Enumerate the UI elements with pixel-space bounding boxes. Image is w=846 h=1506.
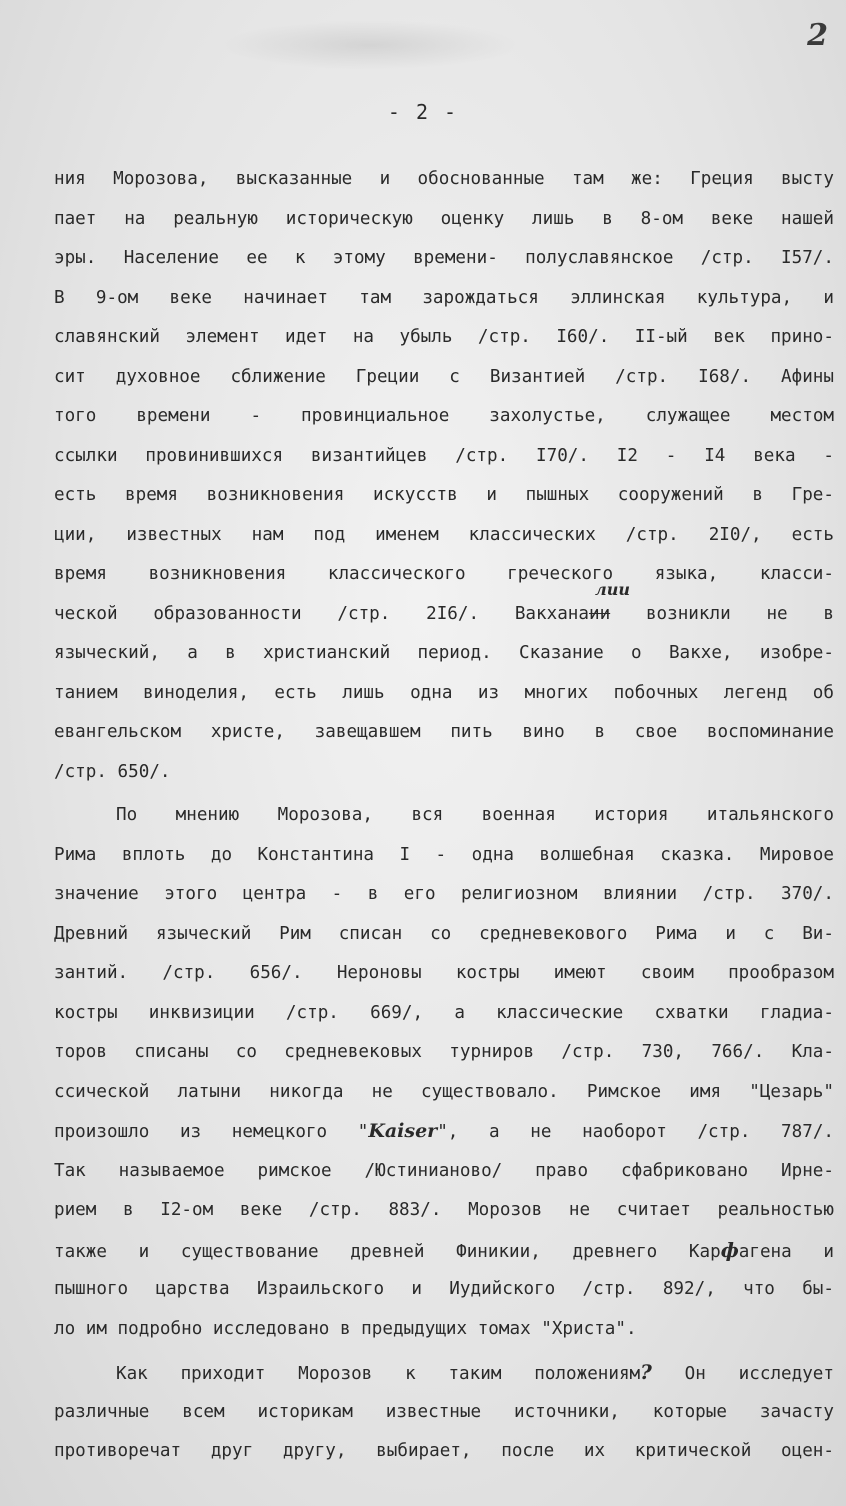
- text-line-bacchanalia: [54, 579, 834, 635]
- handwritten-word: Kaiser: [368, 1120, 438, 1142]
- handwritten-mark: ?: [640, 1360, 652, 1384]
- text-line: В 9-ом веке начинает там зарождаться эллинская культура, и: [54, 287, 834, 308]
- text-line: ло им подробно исследовано в предыдущих томах "Христа".: [54, 1318, 637, 1339]
- correction: [588, 579, 630, 624]
- text-line-question: [54, 1353, 834, 1393]
- text-line: время возникновения классического греческого языка, класси-: [54, 564, 834, 584]
- text-line: пает на реальную историческую оценку лишь в 8-ом веке нашей: [54, 208, 834, 229]
- text-line: ции, известных нам под именем классических /стр. 2I0/, есть: [54, 524, 834, 545]
- page-number: - 2 -: [387, 100, 459, 124]
- text-line: /стр. 650/.: [54, 761, 171, 782]
- text-line: пышного царства Израильского и Иудийского /стр. 892/, что бы-: [54, 1279, 834, 1299]
- text-line-kaiser: [54, 1112, 834, 1152]
- typewritten-text: [54, 160, 834, 1472]
- handwritten-letter: ф: [720, 1237, 739, 1262]
- text-line: есть время возникновения искусств и пышных сооружений в Гре-: [54, 485, 834, 505]
- text-line: Рима вплоть до Константина I - одна волшебная сказка. Мировое: [54, 844, 834, 865]
- text-line: ссылки провинившихся византийцев /стр. I70/. I2 - I4 века -: [54, 445, 834, 466]
- struck-text: ии: [588, 603, 611, 624]
- text-line: славянский элемент идет на убыль /стр. I60/. II-ый век прино-: [54, 327, 834, 347]
- paper-smudge: [220, 20, 520, 70]
- text-line: ния Морозова, высказанные и обоснованные там же: Греция высту: [54, 169, 834, 189]
- text-line-carthage: [54, 1231, 834, 1271]
- text-segment: также и существование древней Финикии, древнего Кар: [54, 1241, 721, 1262]
- text-line: значение этого центра - в его религиозном влиянии /стр. 370/.: [54, 884, 834, 904]
- text-segment: агена и: [738, 1241, 834, 1262]
- text-segment: произошло из немецкого ": [54, 1122, 369, 1142]
- text-segment: ", а не наоборот /стр. 787/.: [437, 1122, 834, 1142]
- text-line: ссической латыни никогда не существовало. Римское имя "Цезарь": [54, 1081, 834, 1102]
- text-segment: ческой образованности /стр. 2I6/. Вакхана: [54, 603, 589, 624]
- text-line: языческий, а в христианский период. Сказание о Вакхе, изобре-: [54, 643, 834, 663]
- handwritten-insertion: лии: [594, 579, 630, 599]
- text-line: Древний языческий Рим списан со средневекового Рима и с Ви-: [54, 923, 834, 944]
- text-line: сит духовное сближение Греции с Византией /стр. I68/. Афины: [54, 366, 834, 387]
- archive-page-number: 2: [807, 18, 828, 53]
- text-line: евангельском христе, завещавшем пить вино в свое воспоминание: [54, 722, 834, 742]
- text-line: танием виноделия, есть лишь одна из многих побочных легенд об: [54, 682, 834, 703]
- text-segment: Он исследует: [651, 1364, 834, 1384]
- text-line: зантий. /стр. 656/. Нероновы костры имеют своим прообразом: [54, 963, 834, 983]
- text-line: различные всем историкам известные источники, которые зачасту: [54, 1401, 834, 1422]
- text-line: противоречат друг другу, выбирает, после их критической оцен-: [54, 1441, 834, 1461]
- text-line: рием в I2-ом веке /стр. 883/. Морозов не считает реальностью: [54, 1200, 834, 1220]
- text-segment: Как приходит Морозов к таким положениям: [116, 1364, 641, 1384]
- text-line: того времени - провинциальное захолустье, служащее местом: [54, 406, 834, 426]
- text-segment: возникли не в: [610, 603, 834, 624]
- text-line: Так называемое римское /Юстинианово/ право сфабриковано Ирне-: [54, 1160, 834, 1181]
- text-line: костры инквизиции /стр. 669/, а классические схватки гладиа-: [54, 1002, 834, 1023]
- text-line: эры. Население ее к этому времени- полуславянское /стр. I57/.: [54, 248, 834, 268]
- text-line: По мнению Морозова, вся военная история итальянского: [116, 805, 834, 825]
- text-line: торов списаны со средневековых турниров /стр. 730, 766/. Кла-: [54, 1042, 834, 1062]
